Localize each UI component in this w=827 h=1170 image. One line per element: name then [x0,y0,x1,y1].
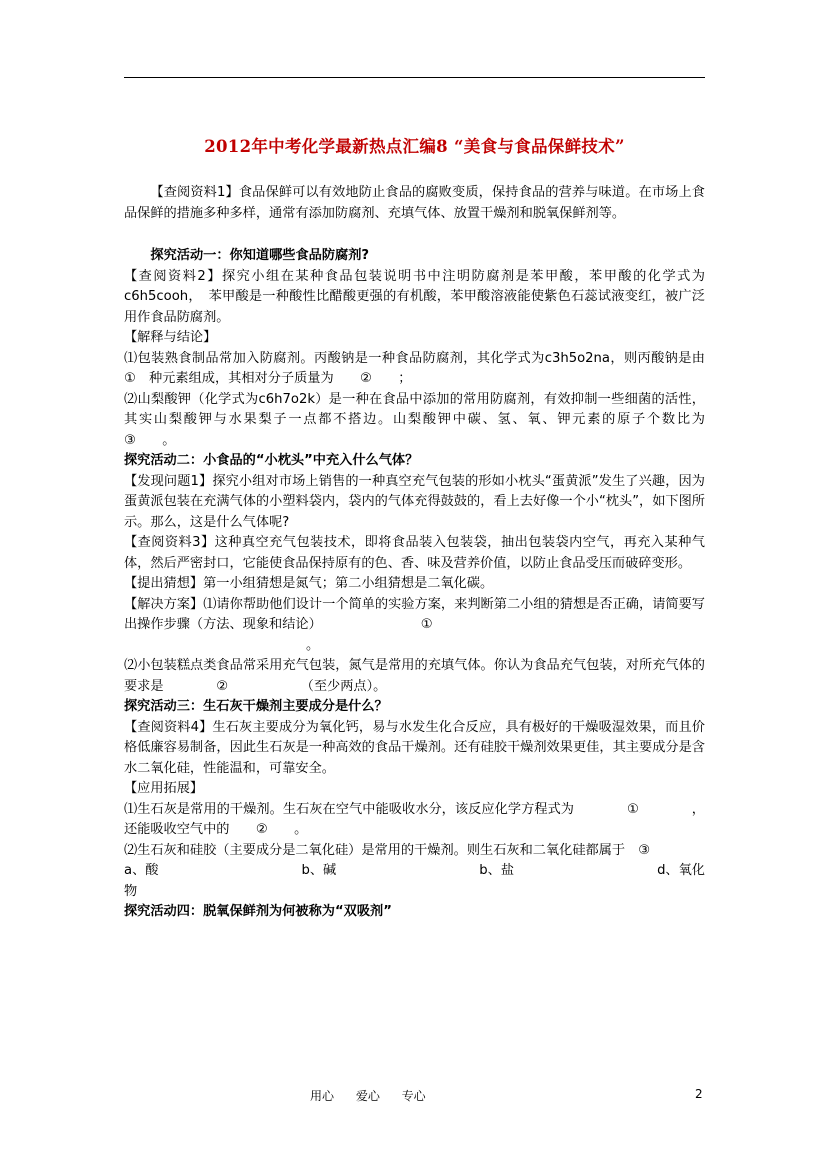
activity-4-heading: 探究活动四：脱氧保鲜剂为何被称为“双吸剂” [124,904,392,919]
question-1: ⑴包装熟食制品常加入防腐剂。丙酸钠是一种食品防腐剂，其化学式为c3h5o2na，则丙酸钠是由 ① 种元素组成，其相对分子质量为 ② ； [124,350,719,386]
hypothesis: 【提出猜想】第一小组猜想是氮气；第二小组猜想是二氧化碳。 [124,576,494,591]
option-a: a、酸 [124,863,159,878]
reference-3: 【查阅资料3】这种真空充气包装技术，即将食品装入包装袋，抽出包装袋内空气，再充入某种气体，然后严密封口，它能使食品保持原有的色、香、味及营养价值，以防止食品受压而破碎变形。 [124,535,705,571]
solution-1: 【解决方案】⑴请你帮助他们设计一个简单的实验方案，来判断第二小组的猜想是否正确，请简要写出操作步骤（方法、现象和结论） ① [124,596,705,632]
apply-heading: 【应用拓展】 [124,781,204,796]
page-number: 2 [695,1087,703,1101]
page-title: 2012年中考化学最新热点汇编8 “美食与食品保鲜技术” [204,137,625,156]
option-b: b、碱 [301,863,337,878]
activity-1-heading: 探究活动一：你知道哪些食品防腐剂? [150,248,370,263]
option-c: b、盐 [479,863,515,878]
option-d-wrap: 物 [124,883,138,899]
application-2: ⑵生石灰和硅胶（主要成分是二氧化硅）是常用的干燥剂。则生石灰和二氧化硅都属于 ③ [124,842,651,858]
reference-2: 【查阅资料2】探究小组在某种食品包装说明书中注明防腐剂是苯甲酸，苯甲酸的化学式为c6h5cooh， 苯甲酸是一种酸性比醋酸更强的有机酸，苯甲酸溶液能使紫色石蕊试液变红，被广泛用作食品防腐剂。 [124,268,705,325]
reference-4: 【查阅资料4】生石灰主要成分为氧化钙，易与水发生化合反应，具有极好的干燥吸湿效果，而且价格低廉容易制备，因此生石灰是一种高效的食品干燥剂。还有硅胶干燥剂效果更佳，其主要成分是含水二氧化硅，性能温和，可靠安全。 [124,719,705,776]
option-d: d、氧化 [657,863,705,878]
application-1: ⑴生石灰是常用的干燥剂。生石灰在空气中能吸收水分，该反应化学方程式为 ① ，还能吸收空气中的 ② 。 [124,801,705,837]
document-body [124,183,732,923]
footer-motto: 用心 爱心 专心 [310,1089,426,1103]
explain-heading: 【解释与结论】 [124,330,217,345]
answer-options [124,861,705,882]
activity-3-heading: 探究活动三：生石灰干燥剂主要成分是什么？ [124,699,388,714]
found-problem-1: 【发现问题1】探究小组对市场上销售的一种真空充气包装的形如小枕头“蛋黄派”发生了兴趣，因为蛋黄派包装在充满气体的小塑料袋内，袋内的气体充得鼓鼓的，看上去好像一个小“枕头”，如下图所示。那么，这是什么气体呢? [124,473,705,530]
reference-1: 【查阅资料1】食品保鲜可以有效地防止食品的腐败变质，保持食品的营养与味道。在市场上食品保鲜的措施多种多样，通常有添加防腐剂、充填气体、放置干燥剂和脱氧保鲜剂等。 [124,185,705,221]
activity-2-heading: 探究活动二：小食品的“小枕头”中充入什么气体？ [124,453,419,468]
header-rule [124,77,705,78]
solution-1-end: 。 [306,637,320,653]
solution-2: ⑵小包装糕点类食品常采用充气包装，氮气是常用的充填气体。你认为食品充气包装，对所充气体的要求是 ② （至少两点）。 [124,658,705,694]
question-2: ⑵山梨酸钾（化学式为c6h7o2k）是一种在食品中添加的常用防腐剂，有效抑制一些细菌的活性，其实山梨酸钾与水果梨子一点都不搭边。山梨酸钾中碳、氢、氧、钾元素的原子个数比为 ③ 。 [124,391,732,448]
